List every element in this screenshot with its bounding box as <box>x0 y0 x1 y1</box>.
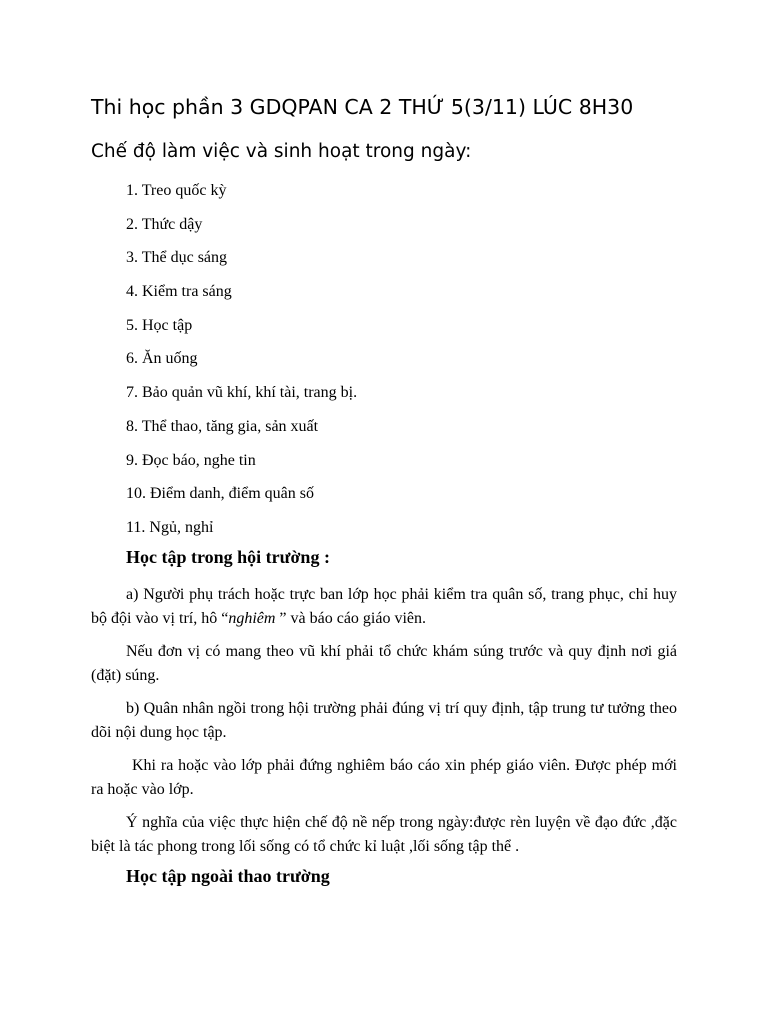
daily-regime-heading: Chế độ làm việc và sinh hoạt trong ngày: <box>91 141 472 162</box>
list-item: 4. Kiểm tra sáng <box>126 283 232 301</box>
list-item: 6. Ăn uống <box>126 350 198 368</box>
list-item: 10. Điểm danh, điểm quân số <box>126 485 314 503</box>
page-title: Thi học phần 3 GDQPAN CA 2 THỨ 5(3/11) LÚC 8H30 <box>91 95 634 119</box>
daily-regime-list <box>126 178 357 549</box>
paragraph-meaning: Ý nghĩa của việc thực hiện chế độ nề nếp trong ngày:được rèn luyện về đạo đức ,đặc biệt là tác phong trong lối sống có tổ chức kỉ luật ,lối sống tập thể . <box>91 814 677 855</box>
list-item: 7. Bảo quản vũ khí, khí tài, trang bị. <box>126 384 358 402</box>
list-item: 5. Học tập <box>126 316 193 334</box>
list-item: 9. Đọc báo, nghe tin <box>126 451 256 469</box>
paragraph-a-text: a) Người phụ trách hoặc trực ban lớp học phải kiểm tra quân số, trang phục, chỉ huy bộ đội vào vị trí, hô “ <box>91 586 677 627</box>
list-item: 2. Thức dậy <box>126 215 203 233</box>
list-item: 8. Thể thao, tăng gia, sản xuất <box>126 417 319 435</box>
paragraph-weapons: Nếu đơn vị có mang theo vũ khí phải tổ chức khám súng trước và quy định nơi giá (đặt) súng. <box>91 643 677 684</box>
paragraph-a <box>91 583 677 631</box>
list-item: 3. Thể dục sáng <box>126 249 228 267</box>
paragraph-leave: Khi ra hoặc vào lớp phải đứng nghiêm báo cáo xin phép giáo viên. Được phép mới ra hoặc vào lớp. <box>91 757 677 798</box>
field-study-heading: Học tập ngoài thao trường <box>126 866 330 886</box>
list-item: 11. Ngủ, nghỉ <box>126 518 214 536</box>
paragraph-a-tail: ” và báo cáo giáo viên. <box>275 610 427 627</box>
paragraph-b: b) Quân nhân ngồi trong hội trường phải đúng vị trí quy định, tập trung tư tưởng theo dõi nội dung học tập. <box>91 700 677 741</box>
command-word: nghiêm <box>228 610 276 627</box>
hall-study-heading: Học tập trong hội trường : <box>126 547 330 567</box>
list-item: 1. Treo quốc kỳ <box>126 182 227 199</box>
